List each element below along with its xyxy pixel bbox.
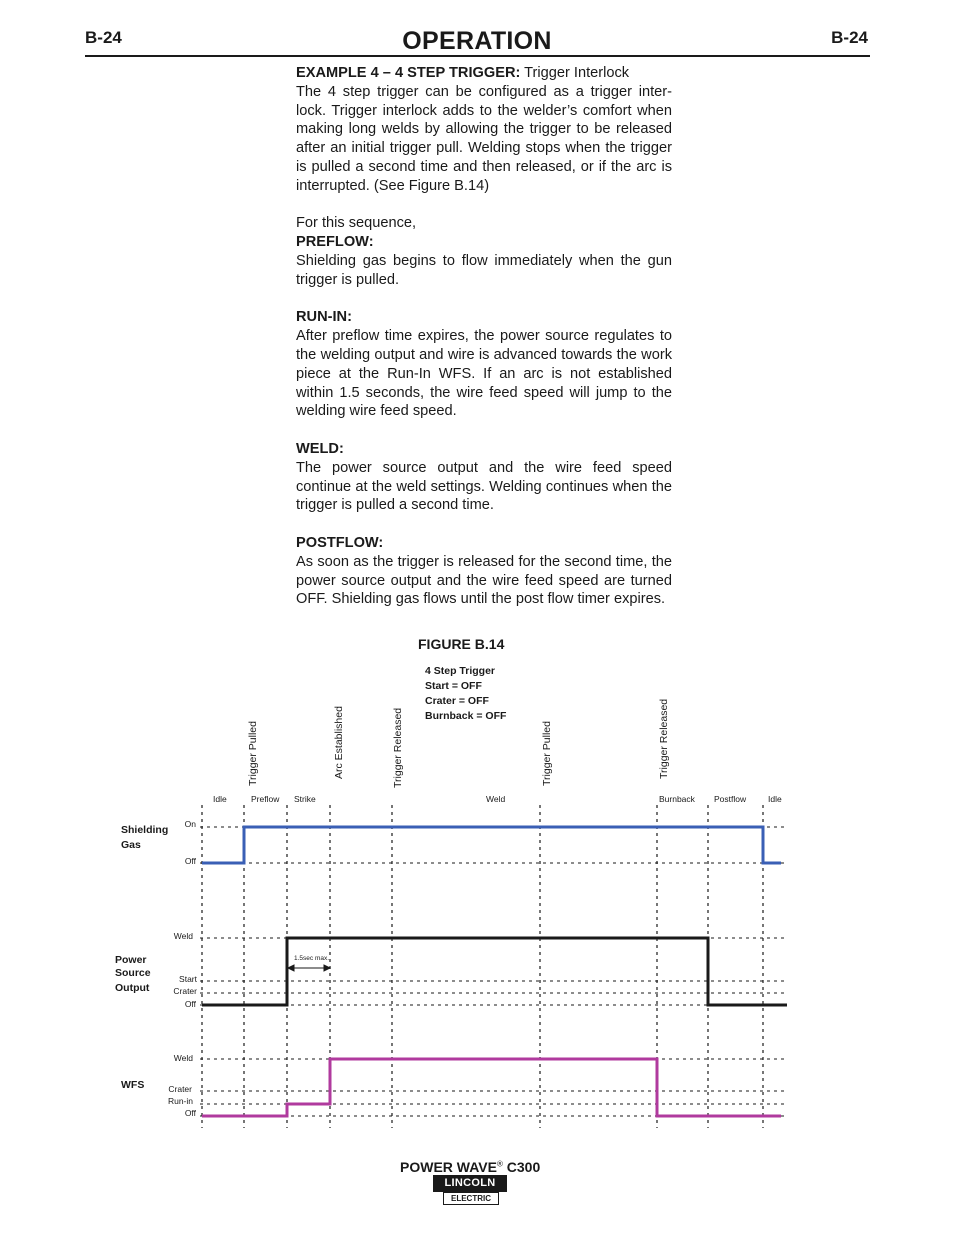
signal-gas-trace — [202, 827, 781, 863]
event-label-arc-established: Arc Established — [333, 706, 345, 779]
registered-mark: ® — [496, 1159, 503, 1169]
signal-wfs-trace — [202, 1059, 781, 1116]
phase-preflow: Preflow — [251, 794, 280, 804]
runin-heading-text: RUN-IN: — [296, 309, 352, 326]
level-wfs-off: Off — [184, 1108, 196, 1118]
level-wfs-runin: Run-in — [167, 1096, 193, 1106]
level-wfs-weld: Weld — [173, 1053, 193, 1063]
phase-postflow: Postflow — [714, 794, 747, 804]
figure-title: FIGURE B.14 — [418, 636, 505, 652]
signal-wfs-name: WFS — [121, 1079, 145, 1091]
level-power-weld: Weld — [173, 931, 193, 941]
signal-gas-name-2: Gas — [121, 839, 141, 851]
phase-strike: Strike — [294, 794, 316, 804]
signal-power-name-3: Output — [115, 982, 150, 994]
postflow-heading-text: POSTFLOW: — [296, 534, 384, 551]
event-label-trigger-pulled-2: Trigger Pulled — [541, 721, 553, 786]
event-label-trigger-released-1: Trigger Released — [392, 707, 404, 788]
model-suffix: C300 — [502, 1159, 541, 1175]
sequence-intro: For this sequence, — [296, 215, 417, 232]
setting-line-1: 4 Step Trigger — [425, 665, 496, 677]
weld-heading-text: WELD: — [296, 440, 344, 457]
signal-power-name-1: Power — [115, 954, 147, 966]
example-subtitle: Trigger Interlock — [520, 65, 630, 81]
logo-lincoln: LINCOLN — [433, 1175, 507, 1192]
annotation-max-time: 1.5sec max. — [294, 955, 330, 962]
setting-line-2: Start = OFF — [425, 680, 482, 692]
setting-line-3: Crater = OFF — [425, 695, 489, 707]
phase-idle-start: Idle — [213, 794, 227, 804]
max-time-arrowhead-left — [288, 965, 294, 971]
preflow-heading-text: PREFLOW: — [296, 234, 374, 251]
page-number-left: B-24 — [85, 28, 122, 47]
signal-power-trace — [202, 938, 787, 1005]
setting-line-4: Burnback = OFF — [425, 710, 507, 722]
signal-gas-name-1: Shielding — [121, 824, 169, 836]
page-title: OPERATION — [402, 27, 552, 55]
phase-idle-end: Idle — [768, 794, 782, 804]
footer-model — [400, 1159, 540, 1175]
logo-electric: ELECTRIC — [443, 1192, 499, 1205]
phase-weld: Weld — [486, 794, 506, 804]
postflow-paragraph: As soon as the trigger is released for the second time, the power source output and the wire feed speed are turned OFF. Shielding gas flows until the post flow timer expires. — [296, 553, 672, 608]
level-power-off: Off — [184, 999, 196, 1009]
level-wfs-crater: Crater — [168, 1084, 192, 1094]
level-gas-off: Off — [184, 856, 196, 866]
level-gas-on: On — [184, 819, 196, 829]
page-number-right: B-24 — [831, 28, 868, 47]
event-label-trigger-released-2: Trigger Released — [658, 698, 670, 779]
runin-paragraph: After preflow time expires, the power source regulates to the welding output and wire is advanced towards the work piece at the Run-In WFS. If an arc is not established within 1.5 seconds, the wire feed speed will jump to the welding wire feed speed. — [296, 328, 672, 420]
weld-paragraph: The power source output and the wire feed speed continue at the weld settings. Welding continues when the trigger is pulled a second time. — [296, 459, 672, 514]
signal-power-name-2: Source — [115, 967, 151, 979]
model-prefix: POWER WAVE — [400, 1159, 497, 1175]
phase-burnback: Burnback — [659, 794, 695, 804]
lincoln-electric-logo — [433, 1175, 509, 1205]
level-power-crater: Crater — [173, 986, 197, 996]
level-power-start: Start — [179, 974, 197, 984]
preflow-paragraph: Shielding gas begins to flow immediately when the gun trigger is pulled. — [296, 252, 672, 288]
example-heading: EXAMPLE 4 – 4 STEP TRIGGER: — [296, 65, 521, 81]
event-label-trigger-pulled-1: Trigger Pulled — [247, 721, 259, 786]
intro-paragraph: The 4 step trigger can be configured as a trigger inter-lock. Trigger interlock adds to the welder’s comfort when making long welds by allowing the trigger to be released after an initial trigger pull. Welding stops when the trigger is pulled a second time and then released, or if the arc is interrupted. (See Figure B.14) — [296, 83, 672, 194]
max-time-arrowhead-right — [324, 965, 330, 971]
